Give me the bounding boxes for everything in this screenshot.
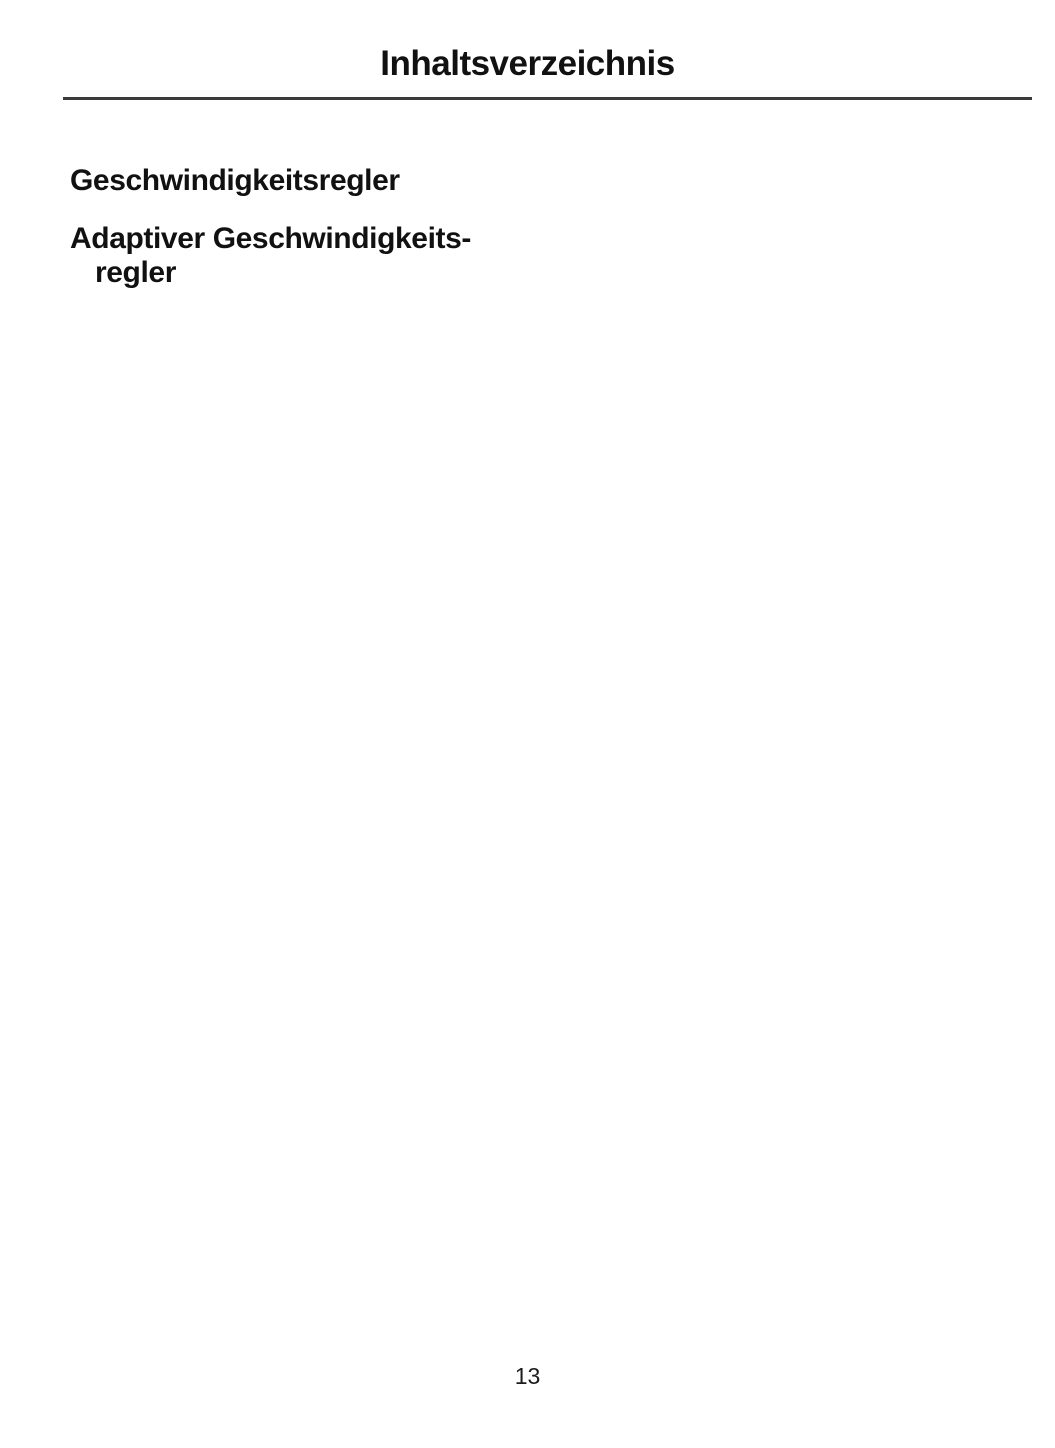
toc-column-right	[568, 140, 1016, 300]
page-title: Inhaltsverzeichnis	[380, 44, 675, 83]
title-divider	[63, 97, 1032, 100]
section-heading	[70, 164, 518, 198]
section-heading-line: Geschwindigkeitsregler	[70, 164, 400, 197]
page-number: 13	[514, 1363, 541, 1389]
section-heading	[70, 222, 518, 290]
toc-column-left	[70, 140, 518, 300]
toc-columns	[70, 140, 1055, 300]
section-heading-line: regler	[95, 256, 176, 289]
section-heading-line: Adaptiver Geschwindigkeits-	[70, 222, 471, 255]
